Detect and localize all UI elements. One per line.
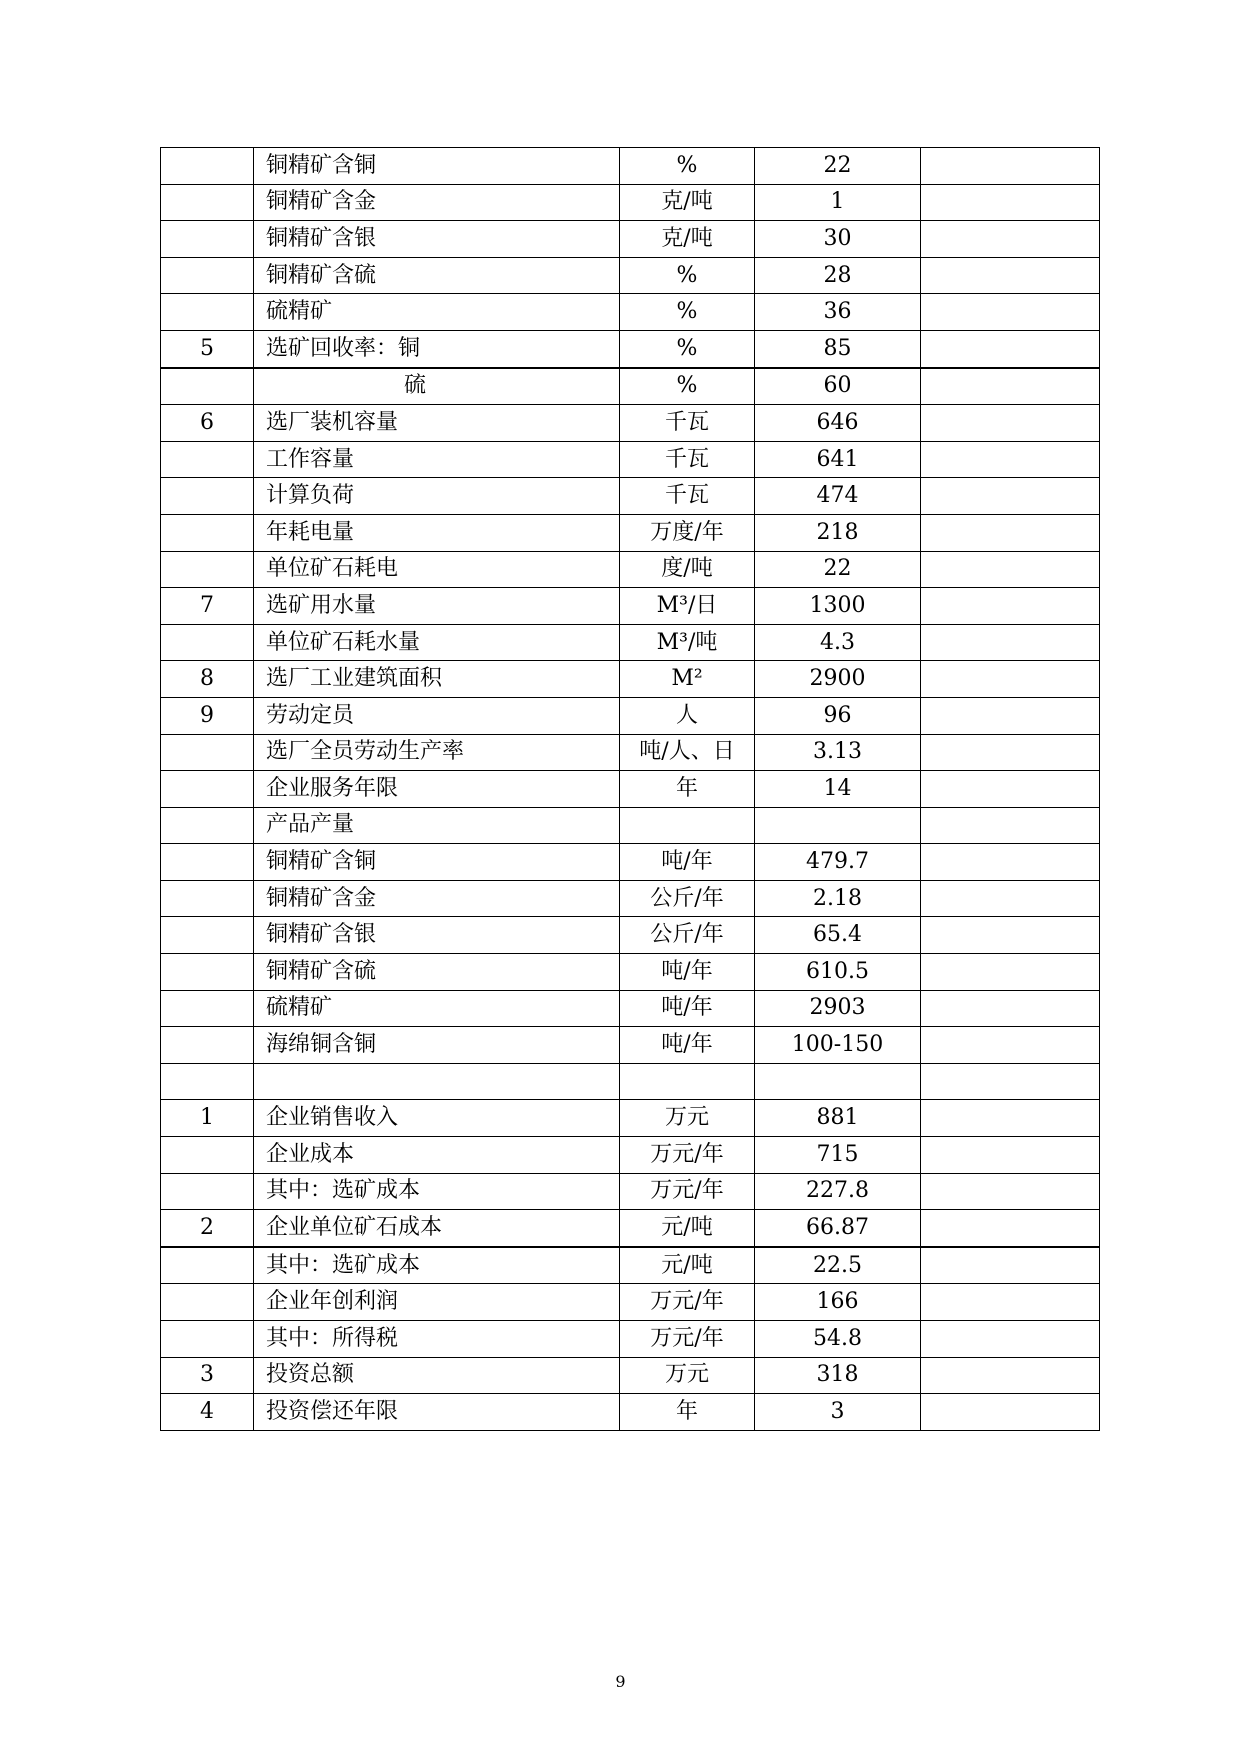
value-cell: [755, 807, 921, 844]
row-number-cell: [161, 441, 254, 478]
item-cell: 企业成本: [254, 1137, 620, 1174]
note-cell: [921, 1247, 1100, 1284]
item-cell: 海绵铜含铜: [254, 1027, 620, 1064]
row-number-cell: [161, 844, 254, 881]
value-cell: 1300: [755, 588, 921, 625]
item-cell: 其中：选矿成本: [254, 1173, 620, 1210]
value-cell: 474: [755, 478, 921, 515]
item-cell: 投资偿还年限: [254, 1394, 620, 1431]
note-cell: [921, 917, 1100, 954]
value-cell: [755, 1063, 921, 1100]
note-cell: [921, 441, 1100, 478]
value-cell: 166: [755, 1284, 921, 1321]
unit-cell: 千瓦: [620, 478, 755, 515]
note-cell: [921, 588, 1100, 625]
table-row: [161, 1173, 1100, 1210]
value-cell: 318: [755, 1357, 921, 1394]
note-cell: [921, 514, 1100, 551]
unit-cell: 万元/年: [620, 1321, 755, 1358]
unit-cell: 公斤/年: [620, 880, 755, 917]
row-number-cell: [161, 880, 254, 917]
value-cell: 1: [755, 184, 921, 221]
value-cell: 641: [755, 441, 921, 478]
row-number-cell: [161, 221, 254, 258]
table-body: [161, 148, 1100, 1431]
value-cell: 36: [755, 294, 921, 331]
item-cell: 年耗电量: [254, 514, 620, 551]
row-number-cell: [161, 1173, 254, 1210]
unit-cell: [620, 807, 755, 844]
row-number-cell: [161, 257, 254, 294]
value-cell: 227.8: [755, 1173, 921, 1210]
unit-cell: 克/吨: [620, 221, 755, 258]
item-cell: 产品产量: [254, 807, 620, 844]
unit-cell: M²: [620, 661, 755, 698]
table-row: [161, 257, 1100, 294]
note-cell: [921, 734, 1100, 771]
note-cell: [921, 1284, 1100, 1321]
table-row: [161, 771, 1100, 808]
note-cell: [921, 807, 1100, 844]
note-cell: [921, 990, 1100, 1027]
unit-cell: 万度/年: [620, 514, 755, 551]
unit-cell: 吨/人、日: [620, 734, 755, 771]
unit-cell: 万元: [620, 1100, 755, 1137]
note-cell: [921, 1100, 1100, 1137]
row-number-cell: [161, 1027, 254, 1064]
unit-cell: %: [620, 257, 755, 294]
row-number-cell: [161, 771, 254, 808]
note-cell: [921, 771, 1100, 808]
note-cell: [921, 148, 1100, 185]
value-cell: 96: [755, 697, 921, 734]
row-number-cell: [161, 551, 254, 588]
item-cell: 选厂装机容量: [254, 405, 620, 442]
value-cell: 2900: [755, 661, 921, 698]
value-cell: 22: [755, 551, 921, 588]
row-number-cell: [161, 917, 254, 954]
row-number-cell: [161, 990, 254, 1027]
value-cell: 646: [755, 405, 921, 442]
item-cell: 硫精矿: [254, 294, 620, 331]
note-cell: [921, 551, 1100, 588]
note-cell: [921, 1027, 1100, 1064]
item-cell: 企业年创利润: [254, 1284, 620, 1321]
row-number-cell: 3: [161, 1357, 254, 1394]
value-cell: 60: [755, 368, 921, 405]
note-cell: [921, 1063, 1100, 1100]
value-cell: 715: [755, 1137, 921, 1174]
table-row: [161, 844, 1100, 881]
item-cell: 铜精矿含铜: [254, 844, 620, 881]
value-cell: 65.4: [755, 917, 921, 954]
item-cell: 选厂工业建筑面积: [254, 661, 620, 698]
note-cell: [921, 661, 1100, 698]
unit-cell: 万元/年: [620, 1284, 755, 1321]
table-row: [161, 551, 1100, 588]
table-row: [161, 1100, 1100, 1137]
table-row: [161, 588, 1100, 625]
table-row: [161, 148, 1100, 185]
item-cell: 硫精矿: [254, 990, 620, 1027]
table-row: [161, 1027, 1100, 1064]
row-number-cell: [161, 807, 254, 844]
value-cell: 479.7: [755, 844, 921, 881]
unit-cell: 万元/年: [620, 1137, 755, 1174]
table-row: [161, 1321, 1100, 1358]
item-cell: 工作容量: [254, 441, 620, 478]
row-number-cell: [161, 954, 254, 991]
row-number-cell: [161, 734, 254, 771]
value-cell: 3.13: [755, 734, 921, 771]
page-number: 9: [615, 1672, 626, 1691]
note-cell: [921, 624, 1100, 661]
note-cell: [921, 330, 1100, 367]
table-row: [161, 697, 1100, 734]
unit-cell: 千瓦: [620, 405, 755, 442]
row-number-cell: [161, 478, 254, 515]
item-cell: 投资总额: [254, 1357, 620, 1394]
note-cell: [921, 1173, 1100, 1210]
item-cell: 铜精矿含银: [254, 221, 620, 258]
item-cell: [254, 1063, 620, 1100]
item-cell: 选厂全员劳动生产率: [254, 734, 620, 771]
value-cell: 610.5: [755, 954, 921, 991]
note-cell: [921, 1210, 1100, 1247]
item-cell: 企业服务年限: [254, 771, 620, 808]
item-cell: 企业单位矿石成本: [254, 1210, 620, 1247]
row-number-cell: 7: [161, 588, 254, 625]
table-row: [161, 441, 1100, 478]
item-cell: 铜精矿含硫: [254, 257, 620, 294]
value-cell: 28: [755, 257, 921, 294]
value-cell: 2903: [755, 990, 921, 1027]
unit-cell: 人: [620, 697, 755, 734]
row-number-cell: [161, 1063, 254, 1100]
technical-economic-indicator-table: [160, 147, 1100, 1431]
table-row: [161, 1137, 1100, 1174]
item-cell: 选矿回收率：铜: [254, 330, 620, 367]
row-number-cell: [161, 1321, 254, 1358]
table-row: [161, 1394, 1100, 1431]
row-number-cell: [161, 1247, 254, 1284]
item-cell: 铜精矿含金: [254, 880, 620, 917]
value-cell: 2.18: [755, 880, 921, 917]
row-number-cell: 8: [161, 661, 254, 698]
item-cell: 硫: [254, 368, 620, 405]
item-cell: 铜精矿含银: [254, 917, 620, 954]
table-row: [161, 478, 1100, 515]
table-row: [161, 294, 1100, 331]
item-cell: 铜精矿含铜: [254, 148, 620, 185]
item-cell: 其中：选矿成本: [254, 1247, 620, 1284]
unit-cell: %: [620, 148, 755, 185]
table-row: [161, 990, 1100, 1027]
table-row: [161, 1247, 1100, 1284]
note-cell: [921, 478, 1100, 515]
row-number-cell: [161, 1137, 254, 1174]
table-row: [161, 954, 1100, 991]
note-cell: [921, 1357, 1100, 1394]
unit-cell: 万元: [620, 1357, 755, 1394]
row-number-cell: 9: [161, 697, 254, 734]
unit-cell: %: [620, 294, 755, 331]
note-cell: [921, 405, 1100, 442]
note-cell: [921, 844, 1100, 881]
note-cell: [921, 697, 1100, 734]
note-cell: [921, 1321, 1100, 1358]
unit-cell: 元/吨: [620, 1210, 755, 1247]
unit-cell: 千瓦: [620, 441, 755, 478]
unit-cell: 吨/年: [620, 1027, 755, 1064]
unit-cell: 元/吨: [620, 1247, 755, 1284]
row-number-cell: 4: [161, 1394, 254, 1431]
table-row: [161, 661, 1100, 698]
note-cell: [921, 954, 1100, 991]
row-number-cell: 1: [161, 1100, 254, 1137]
row-number-cell: [161, 148, 254, 185]
note-cell: [921, 221, 1100, 258]
table-row: [161, 917, 1100, 954]
value-cell: 3: [755, 1394, 921, 1431]
table-row: [161, 1210, 1100, 1247]
value-cell: 14: [755, 771, 921, 808]
value-cell: 66.87: [755, 1210, 921, 1247]
value-cell: 54.8: [755, 1321, 921, 1358]
unit-cell: 万元/年: [620, 1173, 755, 1210]
value-cell: 100-150: [755, 1027, 921, 1064]
row-number-cell: [161, 368, 254, 405]
value-cell: 22: [755, 148, 921, 185]
row-number-cell: 2: [161, 1210, 254, 1247]
unit-cell: 吨/年: [620, 844, 755, 881]
unit-cell: 年: [620, 771, 755, 808]
table-row: [161, 405, 1100, 442]
row-number-cell: [161, 1284, 254, 1321]
unit-cell: %: [620, 368, 755, 405]
row-number-cell: [161, 624, 254, 661]
row-number-cell: [161, 294, 254, 331]
item-cell: 企业销售收入: [254, 1100, 620, 1137]
value-cell: 85: [755, 330, 921, 367]
table-row: [161, 184, 1100, 221]
table-row: [161, 368, 1100, 405]
item-cell: 铜精矿含硫: [254, 954, 620, 991]
row-number-cell: [161, 184, 254, 221]
item-cell: 单位矿石耗水量: [254, 624, 620, 661]
row-number-cell: 5: [161, 330, 254, 367]
row-number-cell: [161, 514, 254, 551]
table-row: [161, 734, 1100, 771]
note-cell: [921, 294, 1100, 331]
item-cell: 其中：所得税: [254, 1321, 620, 1358]
unit-cell: %: [620, 330, 755, 367]
item-cell: 铜精矿含金: [254, 184, 620, 221]
unit-cell: 吨/年: [620, 990, 755, 1027]
item-cell: 选矿用水量: [254, 588, 620, 625]
unit-cell: 克/吨: [620, 184, 755, 221]
note-cell: [921, 880, 1100, 917]
table-row: [161, 1063, 1100, 1100]
unit-cell: 公斤/年: [620, 917, 755, 954]
item-cell: 劳动定员: [254, 697, 620, 734]
value-cell: 881: [755, 1100, 921, 1137]
unit-cell: M³/吨: [620, 624, 755, 661]
value-cell: 22.5: [755, 1247, 921, 1284]
table-row: [161, 807, 1100, 844]
table-row: [161, 1284, 1100, 1321]
table-row: [161, 624, 1100, 661]
item-cell: 计算负荷: [254, 478, 620, 515]
item-cell: 单位矿石耗电: [254, 551, 620, 588]
table-row: [161, 880, 1100, 917]
table-row: [161, 514, 1100, 551]
table-row: [161, 221, 1100, 258]
unit-cell: M³/日: [620, 588, 755, 625]
unit-cell: 吨/年: [620, 954, 755, 991]
note-cell: [921, 1137, 1100, 1174]
unit-cell: 度/吨: [620, 551, 755, 588]
note-cell: [921, 257, 1100, 294]
note-cell: [921, 368, 1100, 405]
note-cell: [921, 184, 1100, 221]
unit-cell: 年: [620, 1394, 755, 1431]
table-row: [161, 1357, 1100, 1394]
row-number-cell: 6: [161, 405, 254, 442]
unit-cell: [620, 1063, 755, 1100]
value-cell: 30: [755, 221, 921, 258]
note-cell: [921, 1394, 1100, 1431]
table-row: [161, 330, 1100, 367]
value-cell: 4.3: [755, 624, 921, 661]
value-cell: 218: [755, 514, 921, 551]
